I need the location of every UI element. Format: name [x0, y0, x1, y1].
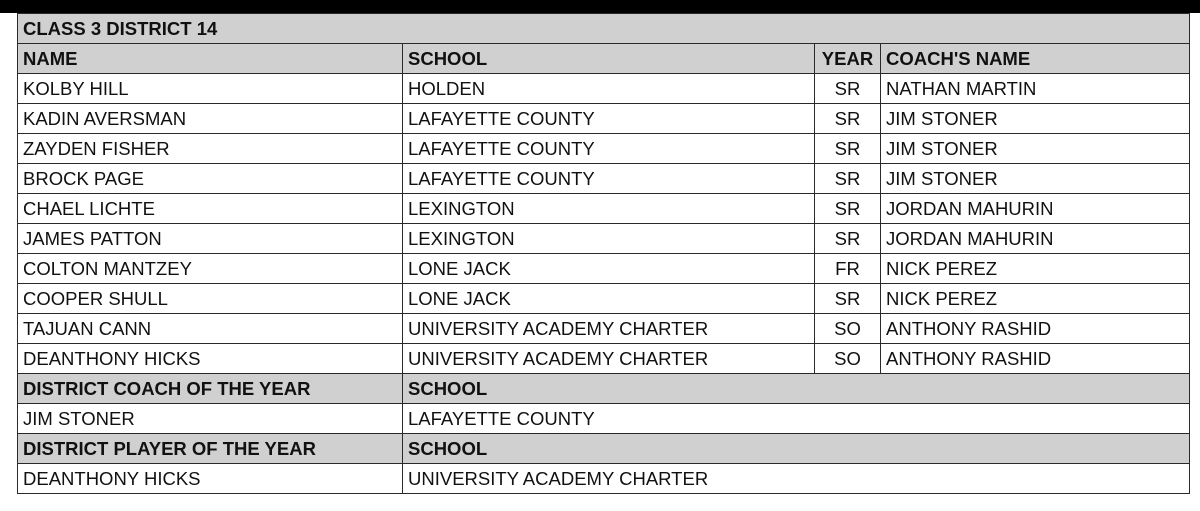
player-of-year-name: DEANTHONY HICKS — [18, 464, 403, 494]
player-name-cell: TAJUAN CANN — [18, 314, 403, 344]
player-of-year-header-row — [18, 434, 1190, 464]
coach-of-year-header-blank — [815, 374, 1190, 404]
player-coach-cell: JIM STONER — [881, 104, 1190, 134]
player-coach-cell: JIM STONER — [881, 134, 1190, 164]
player-name-cell: DEANTHONY HICKS — [18, 344, 403, 374]
player-school-cell: LAFAYETTE COUNTY — [403, 134, 815, 164]
coach-of-year-name: JIM STONER — [18, 404, 403, 434]
player-coach-cell: NICK PEREZ — [881, 284, 1190, 314]
coach-of-year-row — [18, 404, 1190, 434]
player-name-cell: ZAYDEN FISHER — [18, 134, 403, 164]
table-row — [18, 314, 1190, 344]
table-body — [18, 14, 1190, 494]
player-name-cell: KADIN AVERSMAN — [18, 104, 403, 134]
player-year-cell: SR — [815, 284, 881, 314]
table-row — [18, 104, 1190, 134]
table-row — [18, 134, 1190, 164]
player-year-cell: SO — [815, 314, 881, 344]
player-of-year-row — [18, 464, 1190, 494]
player-school-cell: UNIVERSITY ACADEMY CHARTER — [403, 344, 815, 374]
player-coach-cell: ANTHONY RASHID — [881, 314, 1190, 344]
table-row — [18, 164, 1190, 194]
player-name-cell: JAMES PATTON — [18, 224, 403, 254]
all-district-table — [17, 13, 1190, 494]
player-coach-cell: JORDAN MAHURIN — [881, 194, 1190, 224]
player-school-cell: LAFAYETTE COUNTY — [403, 164, 815, 194]
player-school-cell: UNIVERSITY ACADEMY CHARTER — [403, 314, 815, 344]
player-coach-cell: ANTHONY RASHID — [881, 344, 1190, 374]
table-row — [18, 194, 1190, 224]
player-coach-cell: JORDAN MAHURIN — [881, 224, 1190, 254]
table-row — [18, 284, 1190, 314]
player-coach-cell: NICK PEREZ — [881, 254, 1190, 284]
player-school-cell: LONE JACK — [403, 284, 815, 314]
player-of-year-blank — [815, 464, 1190, 494]
column-header-name: NAME — [18, 44, 403, 74]
column-header-year: YEAR — [815, 44, 881, 74]
player-year-cell: FR — [815, 254, 881, 284]
player-coach-cell: JIM STONER — [881, 164, 1190, 194]
column-header-school: SCHOOL — [403, 44, 815, 74]
table-row — [18, 254, 1190, 284]
player-name-cell: COOPER SHULL — [18, 284, 403, 314]
player-school-cell: LEXINGTON — [403, 224, 815, 254]
title-row — [18, 14, 1190, 44]
player-name-cell: BROCK PAGE — [18, 164, 403, 194]
player-school-cell: HOLDEN — [403, 74, 815, 104]
coach-of-year-header-row — [18, 374, 1190, 404]
table-row — [18, 344, 1190, 374]
player-year-cell: SO — [815, 344, 881, 374]
player-year-cell: SR — [815, 74, 881, 104]
top-black-bar — [0, 0, 1200, 13]
player-of-year-school: UNIVERSITY ACADEMY CHARTER — [403, 464, 815, 494]
table-row — [18, 74, 1190, 104]
table-title: CLASS 3 DISTRICT 14 — [18, 14, 1190, 44]
coach-of-year-school: LAFAYETTE COUNTY — [403, 404, 815, 434]
player-of-year-header-blank — [815, 434, 1190, 464]
player-name-cell: CHAEL LICHTE — [18, 194, 403, 224]
player-school-cell: LAFAYETTE COUNTY — [403, 104, 815, 134]
table-row — [18, 224, 1190, 254]
player-of-year-label: DISTRICT PLAYER OF THE YEAR — [18, 434, 403, 464]
coach-of-year-label: DISTRICT COACH OF THE YEAR — [18, 374, 403, 404]
player-name-cell: COLTON MANTZEY — [18, 254, 403, 284]
column-header-coach: COACH'S NAME — [881, 44, 1190, 74]
coach-of-year-blank — [815, 404, 1190, 434]
player-year-cell: SR — [815, 194, 881, 224]
player-school-cell: LONE JACK — [403, 254, 815, 284]
player-year-cell: SR — [815, 224, 881, 254]
coach-of-year-school-label: SCHOOL — [403, 374, 815, 404]
player-name-cell: KOLBY HILL — [18, 74, 403, 104]
player-year-cell: SR — [815, 134, 881, 164]
column-header-row — [18, 44, 1190, 74]
player-year-cell: SR — [815, 164, 881, 194]
player-of-year-school-label: SCHOOL — [403, 434, 815, 464]
player-coach-cell: NATHAN MARTIN — [881, 74, 1190, 104]
player-year-cell: SR — [815, 104, 881, 134]
player-school-cell: LEXINGTON — [403, 194, 815, 224]
